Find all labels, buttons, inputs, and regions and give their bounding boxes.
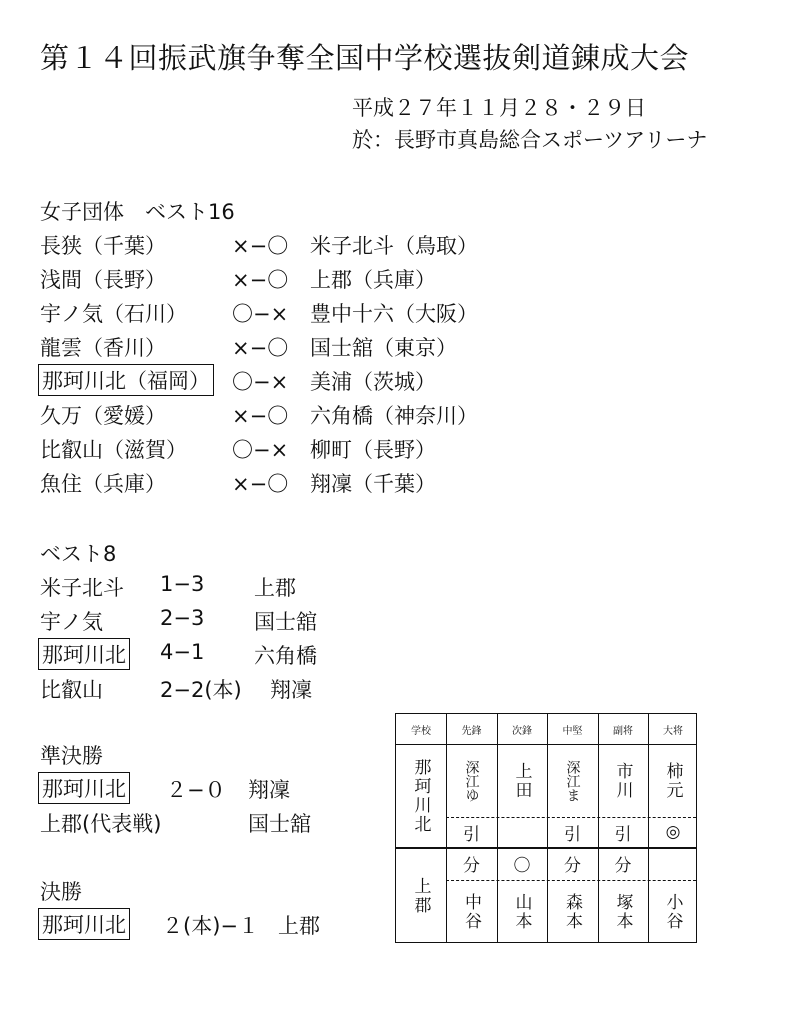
match-result: 〇−× — [232, 438, 289, 462]
team-b-mark: 分 — [614, 856, 632, 876]
team-a-mark: 引 — [463, 824, 480, 845]
match-result: 〇−× — [232, 370, 289, 394]
match-right-team: 翔凜 — [248, 778, 290, 802]
match-right-team: 国士舘（東京） — [310, 336, 457, 360]
match-right-team: 上郡（兵庫） — [310, 268, 436, 292]
team-b-mark — [648, 847, 698, 880]
match-score: ２−０ — [166, 778, 226, 802]
team-a-mark: 引 — [614, 824, 632, 845]
header-senpo: 先鋒 — [461, 725, 482, 737]
match-result: ×−〇 — [232, 404, 289, 428]
match-right-team: 柳町（長野） — [310, 438, 436, 462]
match-left-team: 宇ノ気（石川） — [40, 302, 187, 326]
match-right-team: 上郡 — [278, 914, 320, 938]
match-left-team: 米子北斗 — [40, 576, 124, 600]
match-left-team: 長狭（千葉） — [40, 234, 166, 258]
team-b-player: 塚本 — [612, 893, 633, 931]
match-right-team: 翔凜 — [270, 678, 312, 702]
header-jiho: 次鋒 — [512, 725, 532, 737]
team-a-mark: 引 — [564, 824, 581, 845]
match-score: 4−1 — [160, 640, 205, 664]
match-right-team: 国士舘 — [254, 610, 317, 634]
match-right-team: 米子北斗（鳥取） — [310, 234, 478, 258]
match-left-team: 魚住（兵庫） — [40, 472, 166, 496]
match-left-team: 上郡(代表戦) — [40, 812, 162, 836]
team-a-player: 上田 — [511, 761, 532, 800]
best16-heading: 女子団体 ベスト16 — [40, 200, 235, 224]
match-result: 〇−× — [232, 302, 289, 326]
match-right-team: 美浦（茨城） — [310, 370, 436, 394]
match-score: ２(本)−１ — [162, 914, 259, 938]
match-result: ×−〇 — [232, 336, 289, 360]
match-score: 1−3 — [160, 572, 205, 596]
match-left-team: 比叡山（滋賀） — [40, 438, 187, 462]
header-taisho: 大将 — [663, 725, 683, 737]
scoreboard-table — [395, 713, 697, 943]
match-right-team: 上郡 — [254, 576, 296, 600]
match-right-team: 六角橋（神奈川） — [310, 404, 478, 428]
team-a-player: 深江ゆ — [463, 759, 480, 802]
team-b-player: 山本 — [511, 893, 532, 931]
team-a-mark — [497, 817, 547, 847]
match-result: ×−〇 — [232, 472, 289, 496]
match-left-team: 龍雲（香川） — [40, 336, 166, 360]
team-a-school: 那珂川北 — [410, 757, 431, 834]
best8-heading: ベスト8 — [40, 542, 117, 566]
match-left-team-highlight: 那珂川北 — [38, 908, 130, 940]
match-score: 2−2(本) — [160, 678, 242, 702]
team-b-player: 中谷 — [461, 893, 481, 931]
final-heading: 決勝 — [40, 880, 82, 904]
match-result: ×−〇 — [232, 234, 289, 258]
match-result: ×−〇 — [232, 268, 289, 292]
team-b-mark: 分 — [564, 856, 581, 876]
header-school: 学校 — [411, 725, 431, 737]
match-left-team: 久万（愛媛） — [40, 404, 166, 428]
semifinal-heading: 準決勝 — [40, 744, 103, 768]
match-score: 2−3 — [160, 606, 205, 630]
team-b-mark: 分 — [463, 856, 480, 876]
event-date: 平成２７年１１月２８・２９日 — [352, 96, 646, 120]
team-b-player: 小谷 — [662, 893, 683, 931]
match-right-team: 国士舘 — [248, 812, 311, 836]
event-venue: 於：長野市真島総合スポーツアリーナ — [352, 128, 708, 152]
team-b-player: 森本 — [562, 893, 582, 931]
team-b-school: 上郡 — [410, 876, 431, 915]
header-chuken: 中堅 — [562, 725, 583, 737]
match-left-team-highlight: 那珂川北（福岡） — [38, 364, 214, 396]
team-a-player: 市川 — [612, 761, 633, 800]
page-title: 第１４回振武旗争奪全国中学校選抜剣道錬成大会 — [40, 41, 690, 75]
match-left-team-highlight: 那珂川北 — [38, 638, 130, 670]
match-right-team: 翔凜（千葉） — [310, 472, 436, 496]
match-left-team: 浅間（長野） — [40, 268, 166, 292]
match-left-team: 比叡山 — [40, 678, 103, 702]
team-a-player: 柿元 — [662, 761, 683, 800]
match-right-team: 豊中十六（大阪） — [310, 302, 478, 326]
team-a-player: 深江ま — [564, 759, 581, 802]
team-b-mark-circle: 〇 — [513, 856, 531, 876]
header-fukusho: 副将 — [613, 725, 633, 737]
match-left-team-highlight: 那珂川北 — [38, 772, 130, 804]
match-left-team: 宇ノ気 — [40, 610, 103, 634]
team-a-mark-double-circle: ◎ — [665, 822, 681, 842]
match-right-team: 六角橋 — [254, 644, 317, 668]
